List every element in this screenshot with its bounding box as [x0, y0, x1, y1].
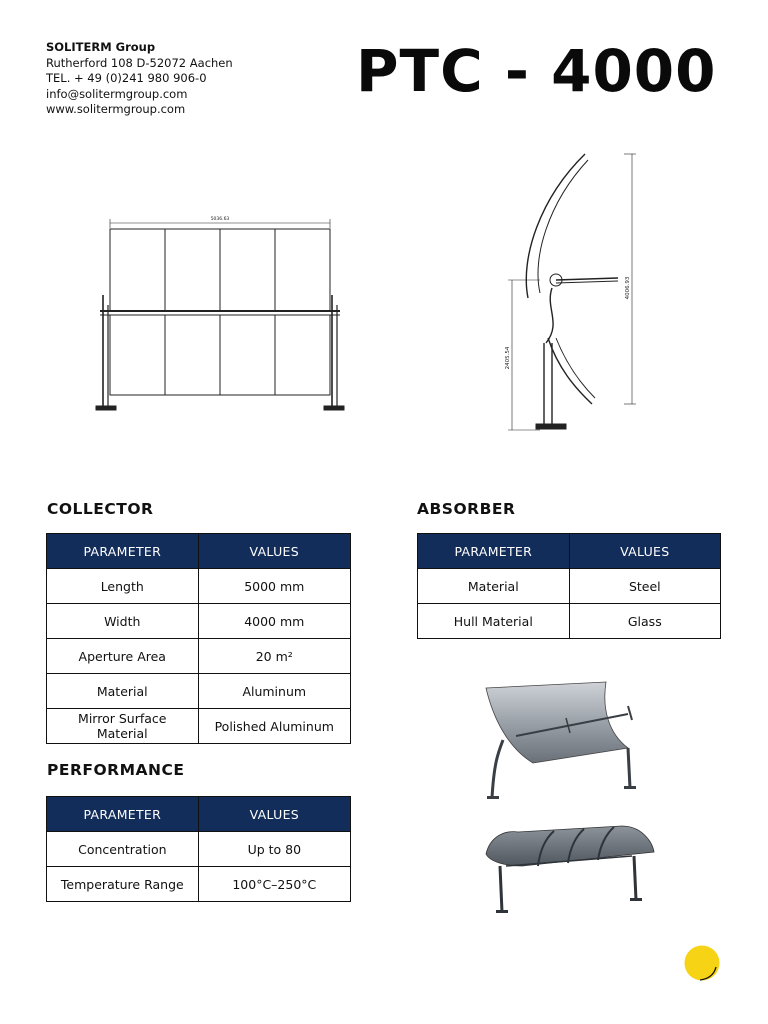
parameter-cell: Width	[47, 604, 199, 639]
parameter-cell: Length	[47, 569, 199, 604]
front-dimension-label: 5036.63	[210, 217, 230, 222]
table-row	[47, 674, 351, 709]
column-header-parameter: PARAMETER	[47, 534, 199, 569]
table-row	[47, 709, 351, 744]
parameter-cell: Temperature Range	[47, 867, 199, 902]
value-cell: Steel	[569, 569, 720, 604]
table-row	[47, 604, 351, 639]
table-header-row	[418, 534, 721, 569]
table-row	[47, 832, 351, 867]
table-row	[47, 867, 351, 902]
value-cell: 5000 mm	[198, 569, 350, 604]
parameter-cell: Concentration	[47, 832, 199, 867]
side-dimension-axis-label: 2405.54	[505, 346, 511, 370]
company-info	[46, 40, 233, 118]
parameter-cell: Material	[47, 674, 199, 709]
side-view-drawing	[500, 148, 650, 438]
value-cell: 100°C–250°C	[198, 867, 350, 902]
collector-render-open	[478, 678, 658, 803]
value-cell: Aluminum	[198, 674, 350, 709]
company-name: SOLITERM Group	[46, 40, 156, 54]
table-header-row	[47, 797, 351, 832]
product-title: PTC - 4000	[356, 37, 717, 105]
collector-section-title: COLLECTOR	[47, 500, 154, 518]
value-cell: 20 m²	[198, 639, 350, 674]
company-phone: TEL. + 49 (0)241 980 906-0	[46, 71, 207, 85]
brand-accent-circle	[684, 945, 720, 981]
collector-render-covered	[482, 822, 658, 918]
column-header-parameter: PARAMETER	[418, 534, 570, 569]
parameter-cell: Aperture Area	[47, 639, 199, 674]
performance-section-title: PERFORMANCE	[47, 761, 185, 779]
company-email: info@solitermgroup.com	[46, 86, 188, 101]
collector-table	[46, 533, 351, 744]
table-row	[47, 569, 351, 604]
table-row	[47, 639, 351, 674]
absorber-table	[417, 533, 721, 639]
value-cell: Polished Aluminum	[198, 709, 350, 744]
table-row	[418, 604, 721, 639]
performance-table	[46, 796, 351, 902]
value-cell: Up to 80	[198, 832, 350, 867]
value-cell: 4000 mm	[198, 604, 350, 639]
column-header-values: VALUES	[198, 797, 350, 832]
parameter-cell: Hull Material	[418, 604, 570, 639]
value-cell: Glass	[569, 604, 720, 639]
column-header-parameter: PARAMETER	[47, 797, 199, 832]
table-row	[418, 569, 721, 604]
column-header-values: VALUES	[569, 534, 720, 569]
column-header-values: VALUES	[198, 534, 350, 569]
parameter-cell: Mirror Surface Material	[47, 709, 199, 744]
table-header-row	[47, 534, 351, 569]
front-view-drawing	[90, 210, 360, 420]
side-dimension-total-label: 4006.93	[625, 276, 631, 300]
company-address: Rutherford 108 D-52072 Aachen	[46, 55, 233, 70]
parameter-cell: Material	[418, 569, 570, 604]
absorber-section-title: ABSORBER	[417, 500, 516, 518]
company-website: www.solitermgroup.com	[46, 102, 186, 116]
